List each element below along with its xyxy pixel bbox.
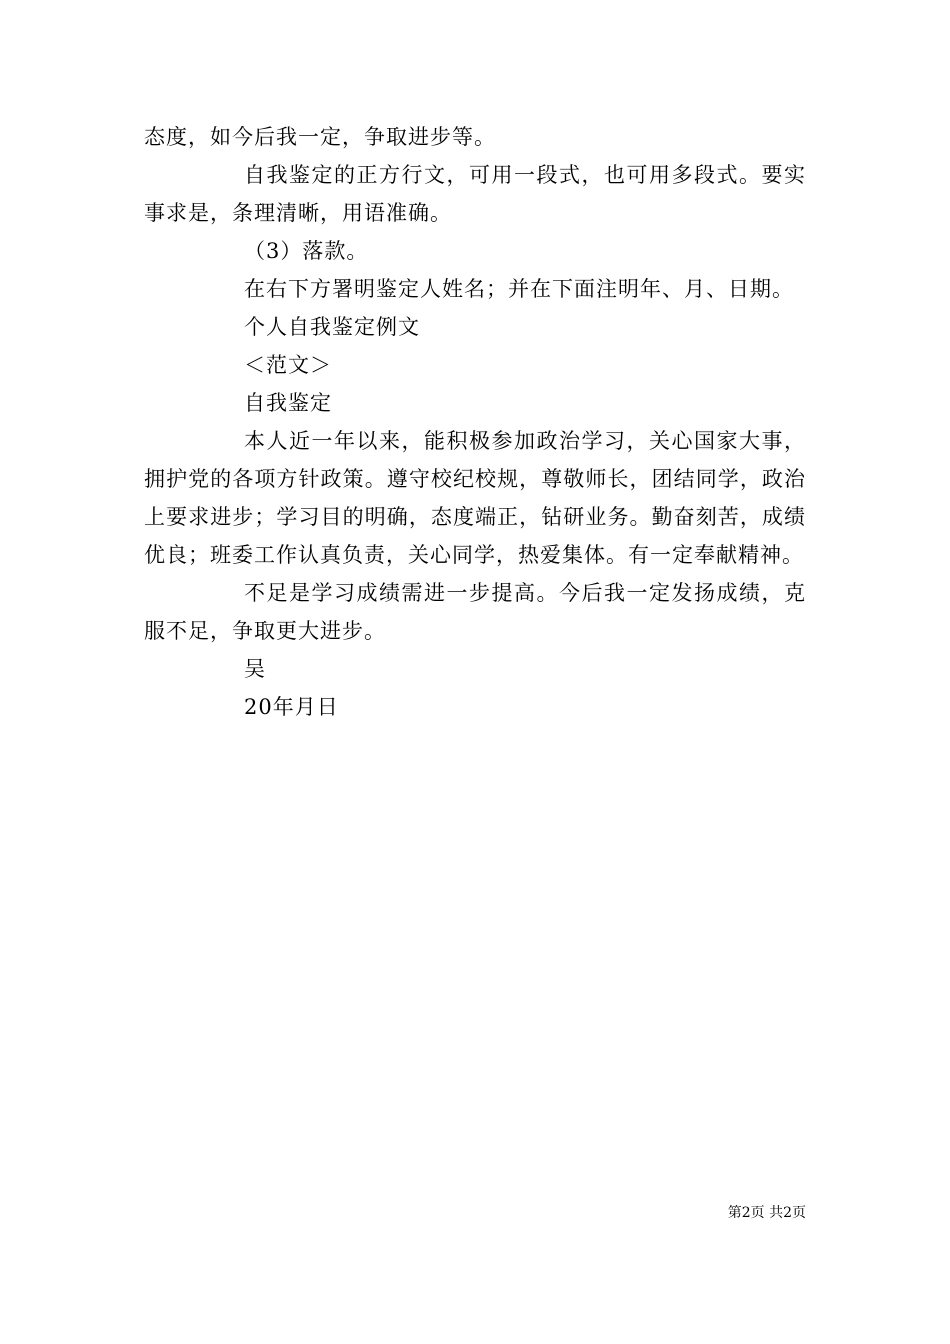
sample-paragraph-shortcomings: 不足是学习成绩需进一步提高。今后我一定发扬成绩，克服不足，争取更大进步。	[144, 581, 806, 643]
sample-label: ＜范文＞	[244, 353, 332, 377]
sample-paragraph-body: 本人近一年以来，能积极参加政治学习，关心国家大事，拥护党的各项方针政策。遵守校纪校规，尊敬师长，团结同学，政治上要求进步；学习目的明确，态度端正，钻研业务。勤奋刻苦，成绩优良；班委工作认真负责，关心同学，热爱集体。有一定奉献精神。	[144, 429, 806, 567]
sample-heading: 自我鉴定	[244, 391, 332, 415]
page-number-footer: 第2页 共2页	[727, 1205, 806, 1221]
signature-date: 20年月日	[244, 695, 339, 719]
example-title: 个人自我鉴定例文	[244, 315, 420, 339]
document-body	[144, 118, 806, 726]
signature-name: 吴	[244, 657, 266, 681]
section-heading-signature: （3）落款。	[244, 239, 369, 263]
paragraph-format-note: 自我鉴定的正方行文，可用一段式，也可用多段式。要实事求是，条理清晰，用语准确。	[144, 163, 806, 225]
paragraph-continuation: 态度，如今后我一定，争取进步等。	[144, 125, 496, 149]
paragraph-signature-note: 在右下方署明鉴定人姓名；并在下面注明年、月、日期。	[244, 277, 794, 301]
